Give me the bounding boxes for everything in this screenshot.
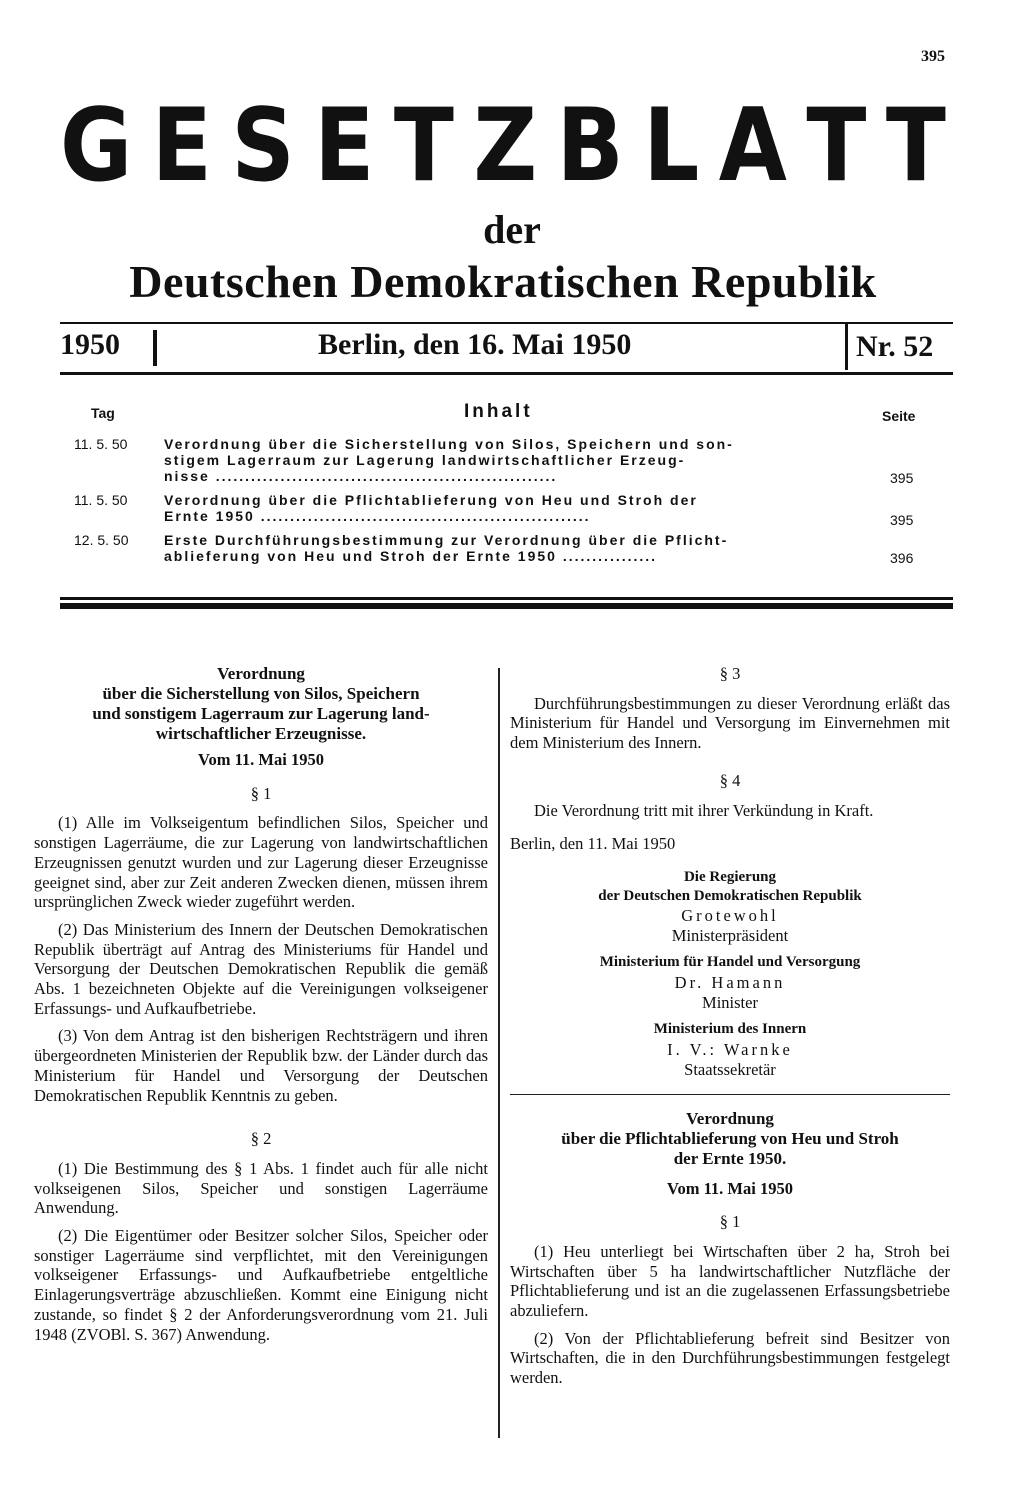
ordinance-date: Vom 11. Mai 1950 [198,750,324,769]
paragraph: (3) Von dem Antrag ist den bisherigen Rechtsträgern und ihren übergeordneten Ministerien der Republik bzw. der Länder durch das Ministerium für Handel und Versorgung der Deutschen Demokratischen Republik Kenntnis zu geben. [34,1026,488,1105]
section-mark: § 1 [250,783,272,803]
masthead-letter: S [231,85,295,205]
toc-line: Verordnung über die Sicherstellung von Silos, Speichern und son- [164,436,734,452]
toc-line: Ernte 1950 ........................................................ [164,508,591,524]
heading-line: Verordnung [217,664,305,683]
toc-entry-date: 11. 5. 50 [74,492,128,508]
heading-line: wirtschaftlicher Erzeugnisse. [155,724,367,743]
paragraph: (1) Heu unterliegt bei Wirtschaften über 2 ha, Stroh bei Wirtschaften über 5 ha landwirtschaftlicher Nutzfläche der Pflichtablieferung und ist an die zugelassenen Erfassungsbetriebe abzuliefern. [510,1241,950,1321]
signatory-role: Ministerpräsident [671,925,789,945]
toc-line: ablieferung von Heu und Stroh der Ernte 1950 ................ [164,548,658,564]
right-column [510,660,950,1396]
heading-line: der Ernte 1950. [673,1148,787,1168]
page-number: 395 [921,48,945,65]
signatory-role: Minister [702,992,758,1012]
masthead-letter: E [151,85,212,205]
masthead-letter: E [314,85,375,205]
section-mark: § 2 [250,1129,272,1149]
paragraph: (2) Von der Pflichtablieferung befreit sind Besitzer von Wirtschaften, die in den Durchführungsbestimmungen festgelegt werden. [510,1328,950,1388]
toc-entry-page: 396 [890,550,914,566]
issue-year: 1950 [60,328,120,361]
toc-entry-text [164,436,844,484]
issue-date: Berlin, den 16. Mai 1950 [318,328,632,361]
ordinance-heading [34,664,488,744]
masthead-letter: T [393,85,454,205]
issue-separator [153,330,157,366]
place-date: Berlin, den 11. Mai 1950 [510,834,676,854]
toc-entry-page: 395 [890,470,914,486]
toc-page-header: Seite [882,408,916,424]
ordinance-date: Vom 11. Mai 1950 [667,1178,793,1198]
signature-body: Ministerium des Innern [653,1021,807,1038]
heading-line: über die Sicherstellung von Silos, Speichern [102,684,420,703]
divider-rule [60,603,953,609]
masthead-der: der [483,207,541,252]
section-mark: § 4 [719,770,741,790]
ordinance-heading [510,1109,950,1169]
heading-line: über die Pflichtablieferung von Heu und Stroh [561,1128,899,1148]
toc-entry-date: 12. 5. 50 [74,532,129,548]
paragraph: (2) Das Ministerium des Innern der Deutschen Demokratischen Republik überträgt auf Antrag des Ministeriums für Handel und Versorgung der Deutschen Demokratischen Republik die gemäß Abs. 1 bezeichneten Objekte auf die Vereinigungen volkseigener Erfassungs- und Aufkaufbetriebe. [34,919,488,1018]
toc-line: Erste Durchführungsbestimmung zur Verordnung über die Pflicht- [164,532,729,548]
signature-body-line: Die Regierung [683,868,777,885]
paragraph: Die Verordnung tritt mit ihrer Verkündung in Kraft. [534,800,874,820]
section-mark: § 1 [719,1212,741,1232]
toc-entry-text [164,532,844,564]
masthead-title [60,85,946,205]
masthead-letter: B [556,85,624,205]
signature-body: Ministerium für Handel und Versorgung [599,954,861,971]
masthead-republic: Deutschen Demokratischen Republik [129,256,877,307]
toc-entry-date: 11. 5. 50 [74,436,128,452]
column-divider [498,668,500,1438]
toc-line: Verordnung über die Pflichtablieferung von Heu und Stroh der [164,492,698,508]
paragraph: (1) Alle im Volkseigentum befindlichen Silos, Speicher und sonstigen Lagerräume, die zur Lagerung von landwirtschaftlichen Erzeugnissen genutzt wurden und zur Lagerung dieser Erzeugnisse geeignet sind, aber zur Zeit anderen Zwecken dienen, müssen ihrem ursprünglichen Zweck wieder zugeführt werden. [34,813,488,912]
masthead-letter: T [885,85,946,205]
paragraph: (1) Die Bestimmung des § 1 Abs. 1 findet auch für alle nicht volkseigenen Silos, Speicher und sonstigen Lagerräume Anwendung. [34,1158,488,1218]
signature-body-line: der Deutschen Demokratischen Republik [598,887,862,904]
issue-bar [60,322,953,375]
toc-entry-page: 395 [890,512,914,528]
toc-tag-header: Tag [91,405,115,421]
section-rule [510,1094,950,1095]
masthead-letter: L [643,85,700,205]
toc-entry-text [164,492,844,524]
section-mark: § 3 [719,664,741,683]
toc-line: stigem Lagerraum zur Lagerung landwirtschaftlicher Erzeug- [164,452,686,468]
signatory-name: I. V.: Warnke [667,1040,793,1060]
left-column [34,664,488,1352]
heading-line: und sonstigem Lagerraum zur Lagerung land- [92,704,430,723]
issue-number: Nr. 52 [845,324,933,370]
divider-rule [60,597,953,600]
signature-body [510,868,950,906]
paragraph: Durchführungsbestimmungen zu dieser Verordnung erläßt das Ministerium für Handel und Versorgung im Einvernehmen mit dem Ministerium des Innern. [510,693,950,753]
signatory-role: Staatssekretär [684,1059,776,1079]
signatory-name: Grotewohl [681,905,779,925]
signatory-name: Dr. Hamann [674,973,786,993]
toc-line: nisse .......................................................... [164,468,558,484]
masthead-letter: Z [473,85,538,205]
masthead-letter: T [806,85,867,205]
toc-title: Inhalt [464,401,533,422]
masthead-letter: G [60,85,133,205]
paragraph: (2) Die Eigentümer oder Besitzer solcher Silos, Speicher oder sonstiger Lagerräume sind verpflichtet, mit den Vereinigungen volkseigener Erfassungs- und Aufkaufbetriebe entgeltliche Einlagerungsverträge abzuschließen. Kommt eine Einigung nicht zustande, so findet § 2 der Anforderungsverordnung vom 21. Juli 1948 (ZVOBl. S. 367) Anwendung. [34,1226,488,1344]
masthead-letter: A [718,85,787,205]
heading-line: Verordnung [686,1108,774,1128]
